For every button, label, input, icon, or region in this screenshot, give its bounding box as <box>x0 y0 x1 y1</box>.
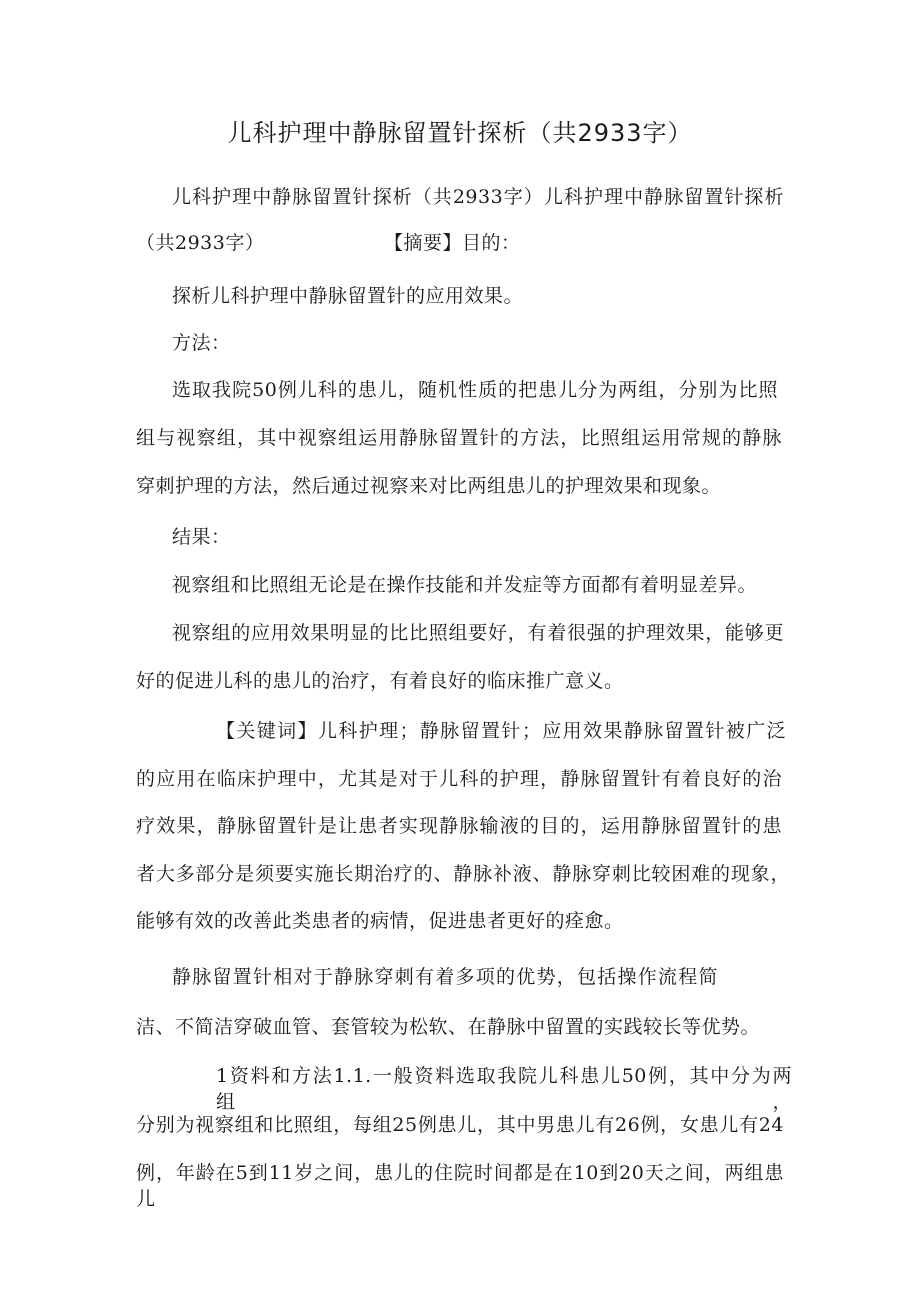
text-line-19: 1资料和方法1.1.一般资料选取我院儿科患儿50例，其中分为两组， <box>216 1065 792 1113</box>
text-line-5: 选取我院50例儿科的患儿，随机性质的把患儿分为两组，分别为比照 <box>172 379 778 401</box>
text-line-14: 疗效果，静脉留置针是让患者实现静脉输液的目的，运用静脉留置针的患 <box>136 815 782 837</box>
methods-label: 方法： <box>172 332 231 354</box>
results-label: 结果： <box>172 526 231 548</box>
text-line-15: 者大多部分是须要实施长期治疗的、静脉补液、静脉穿刺比较困难的现象， <box>136 863 790 885</box>
text-line-21: 例，年龄在5到11岁之间，患儿的住院时间都是在10到20天之间，两组患儿 <box>136 1162 784 1210</box>
text-line-9: 视察组和比照组无论是在操作技能和并发症等方面都有着明显差异。 <box>172 574 758 596</box>
text-line-18: 洁、不简洁穿破血管、套管较为松软、在静脉中留置的实践较长等优势。 <box>136 1016 761 1038</box>
document-title: 儿科护理中静脉留置针探析（共2933字） <box>227 119 693 147</box>
text-line-10: 视察组的应用效果明显的比比照组要好，有着很强的护理效果，能够更 <box>172 622 784 644</box>
keywords-line: 【关键词】儿科护理；静脉留置针；应用效果静脉留置针被广泛 <box>216 720 786 742</box>
text-line-6: 组与视察组，其中视察组运用静脉留置针的方法，比照组运用常规的静脉 <box>136 427 782 449</box>
text-line-20: 分别为视察组和比照组，每组25例患儿，其中男患儿有26例，女患儿有24 <box>136 1114 784 1136</box>
abstract-label: 【摘要】目的： <box>384 232 521 254</box>
text-line-3: 探析儿科护理中静脉留置针的应用效果。 <box>172 285 524 307</box>
text-line-13: 的应用在临床护理中，尤其是对于儿科的护理，静脉留置针有着良好的治 <box>136 768 782 790</box>
text-line-2: （共2933字） <box>136 232 265 254</box>
text-line-11: 好的促进儿科的患儿的治疗，有着良好的临床推广意义。 <box>136 670 624 692</box>
text-line-1: 儿科护理中静脉留置针探析（共2933字）儿科护理中静脉留置针探析 <box>172 186 784 208</box>
text-line-7: 穿刺护理的方法，然后通过视察来对比两组患儿的护理效果和现象。 <box>136 475 722 497</box>
text-line-16: 能够有效的改善此类患者的病情，促进患者更好的痊愈。 <box>136 910 624 932</box>
text-line-17: 静脉留置针相对于静脉穿刺有着多项的优势，包括操作流程简 <box>172 966 718 988</box>
